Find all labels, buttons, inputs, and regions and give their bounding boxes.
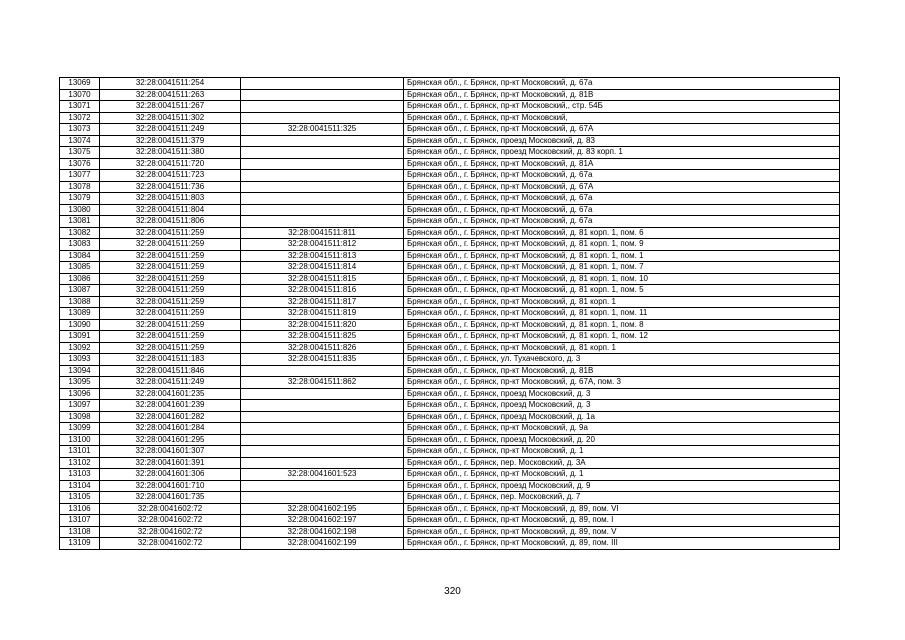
document-sheet xyxy=(59,77,839,550)
cadastral-number-cell: 32:28:0041511:723 xyxy=(100,170,241,182)
address-cell: Брянская обл., г. Брянск, пр-кт Московский, д. 67а xyxy=(404,193,840,205)
cadastral-number-cell: 32:28:0041601:284 xyxy=(100,423,241,435)
table-row xyxy=(60,262,840,274)
table-row xyxy=(60,411,840,423)
address-cell: Брянская обл., г. Брянск, пр-кт Московский, д. 89, пом. VI xyxy=(404,503,840,515)
address-cell: Брянская обл., г. Брянск, пр-кт Московский, д. 81 корп. 1, пом. 12 xyxy=(404,331,840,343)
row-number-cell: 13072 xyxy=(60,112,100,124)
object-cadastral-number-cell: 32:28:0041602:195 xyxy=(241,503,404,515)
table-row xyxy=(60,181,840,193)
row-number-cell: 13096 xyxy=(60,388,100,400)
row-number-cell: 13098 xyxy=(60,411,100,423)
object-cadastral-number-cell xyxy=(241,78,404,90)
address-cell: Брянская обл., г. Брянск, проезд Московский, д. 3 xyxy=(404,400,840,412)
cadastral-number-cell: 32:28:0041511:259 xyxy=(100,296,241,308)
table-row xyxy=(60,400,840,412)
object-cadastral-number-cell: 32:28:0041511:814 xyxy=(241,262,404,274)
table-row xyxy=(60,216,840,228)
row-number-cell: 13085 xyxy=(60,262,100,274)
address-cell: Брянская обл., г. Брянск, пр-кт Московский, д. 89, пом. III xyxy=(404,538,840,550)
row-number-cell: 13108 xyxy=(60,526,100,538)
address-cell: Брянская обл., г. Брянск, пр-кт Московский, д. 81 корп. 1, пом. 7 xyxy=(404,262,840,274)
row-number-cell: 13088 xyxy=(60,296,100,308)
address-cell: Брянская обл., г. Брянск, пр-кт Московский, д. 9а xyxy=(404,423,840,435)
object-cadastral-number-cell xyxy=(241,204,404,216)
table-row xyxy=(60,480,840,492)
table-row xyxy=(60,308,840,320)
cadastral-number-cell: 32:28:0041511:259 xyxy=(100,239,241,251)
cadastral-number-cell: 32:28:0041601:235 xyxy=(100,388,241,400)
cadastral-number-cell: 32:28:0041511:263 xyxy=(100,89,241,101)
object-cadastral-number-cell: 32:28:0041511:835 xyxy=(241,354,404,366)
object-cadastral-number-cell: 32:28:0041511:811 xyxy=(241,227,404,239)
row-number-cell: 13097 xyxy=(60,400,100,412)
object-cadastral-number-cell xyxy=(241,388,404,400)
row-number-cell: 13107 xyxy=(60,515,100,527)
cadastral-number-cell: 32:28:0041511:259 xyxy=(100,273,241,285)
object-cadastral-number-cell: 32:28:0041511:815 xyxy=(241,273,404,285)
cadastral-number-cell: 32:28:0041511:249 xyxy=(100,377,241,389)
cadastral-number-cell: 32:28:0041601:306 xyxy=(100,469,241,481)
cadastral-number-cell: 32:28:0041511:806 xyxy=(100,216,241,228)
table-row xyxy=(60,158,840,170)
table-row xyxy=(60,342,840,354)
cadastral-number-cell: 32:28:0041511:183 xyxy=(100,354,241,366)
table-row xyxy=(60,193,840,205)
table-row xyxy=(60,457,840,469)
object-cadastral-number-cell xyxy=(241,400,404,412)
object-cadastral-number-cell: 32:28:0041602:197 xyxy=(241,515,404,527)
object-cadastral-number-cell xyxy=(241,446,404,458)
object-cadastral-number-cell: 32:28:0041511:862 xyxy=(241,377,404,389)
address-cell: Брянская обл., г. Брянск, пр-кт Московский, д. 1 xyxy=(404,469,840,481)
row-number-cell: 13069 xyxy=(60,78,100,90)
object-cadastral-number-cell: 32:28:0041511:812 xyxy=(241,239,404,251)
address-cell: Брянская обл., г. Брянск, пр-кт Московский, д. 67А xyxy=(404,181,840,193)
address-cell: Брянская обл., г. Брянск, пр-кт Московский, д. 81В xyxy=(404,89,840,101)
table-row xyxy=(60,285,840,297)
table-row xyxy=(60,250,840,262)
address-cell: Брянская обл., г. Брянск, пер. Московский, д. 3А xyxy=(404,457,840,469)
row-number-cell: 13101 xyxy=(60,446,100,458)
row-number-cell: 13086 xyxy=(60,273,100,285)
table-row xyxy=(60,434,840,446)
row-number-cell: 13087 xyxy=(60,285,100,297)
cadastral-number-cell: 32:28:0041511:380 xyxy=(100,147,241,159)
cadastral-table-body xyxy=(60,78,840,550)
object-cadastral-number-cell xyxy=(241,170,404,182)
address-cell: Брянская обл., г. Брянск, пр-кт Московский, д. 81 корп. 1 xyxy=(404,342,840,354)
address-cell: Брянская обл., г. Брянск, пр-кт Московский, д. 81 корп. 1, пом. 9 xyxy=(404,239,840,251)
object-cadastral-number-cell xyxy=(241,423,404,435)
row-number-cell: 13079 xyxy=(60,193,100,205)
row-number-cell: 13091 xyxy=(60,331,100,343)
row-number-cell: 13105 xyxy=(60,492,100,504)
table-row xyxy=(60,503,840,515)
row-number-cell: 13093 xyxy=(60,354,100,366)
row-number-cell: 13073 xyxy=(60,124,100,136)
address-cell: Брянская обл., г. Брянск, пр-кт Московский, д. 81 корп. 1, пом. 6 xyxy=(404,227,840,239)
cadastral-number-cell: 32:28:0041602:72 xyxy=(100,515,241,527)
table-row xyxy=(60,469,840,481)
address-cell: Брянская обл., г. Брянск, пер. Московский, д. 7 xyxy=(404,492,840,504)
address-cell: Брянская обл., г. Брянск, проезд Московский, д. 3 xyxy=(404,388,840,400)
object-cadastral-number-cell xyxy=(241,411,404,423)
object-cadastral-number-cell: 32:28:0041511:325 xyxy=(241,124,404,136)
address-cell: Брянская обл., г. Брянск, пр-кт Московский, д. 67а xyxy=(404,170,840,182)
table-row xyxy=(60,296,840,308)
row-number-cell: 13074 xyxy=(60,135,100,147)
table-row xyxy=(60,492,840,504)
object-cadastral-number-cell xyxy=(241,216,404,228)
object-cadastral-number-cell: 32:28:0041511:817 xyxy=(241,296,404,308)
address-cell: Брянская обл., г. Брянск, пр-кт Московский, д. 81 корп. 1 xyxy=(404,296,840,308)
cadastral-number-cell: 32:28:0041511:736 xyxy=(100,181,241,193)
row-number-cell: 13071 xyxy=(60,101,100,113)
row-number-cell: 13094 xyxy=(60,365,100,377)
cadastral-number-cell: 32:28:0041601:282 xyxy=(100,411,241,423)
address-cell: Брянская обл., г. Брянск, пр-кт Московский, д. 67А, пом. 3 xyxy=(404,377,840,389)
row-number-cell: 13099 xyxy=(60,423,100,435)
object-cadastral-number-cell: 32:28:0041602:198 xyxy=(241,526,404,538)
table-row xyxy=(60,331,840,343)
row-number-cell: 13095 xyxy=(60,377,100,389)
address-cell: Брянская обл., г. Брянск, пр-кт Московский, д. 89, пом. V xyxy=(404,526,840,538)
object-cadastral-number-cell xyxy=(241,89,404,101)
cadastral-number-cell: 32:28:0041511:302 xyxy=(100,112,241,124)
address-cell: Брянская обл., г. Брянск, проезд Московский, д. 1а xyxy=(404,411,840,423)
cadastral-number-cell: 32:28:0041511:803 xyxy=(100,193,241,205)
object-cadastral-number-cell xyxy=(241,492,404,504)
row-number-cell: 13080 xyxy=(60,204,100,216)
cadastral-number-cell: 32:28:0041601:391 xyxy=(100,457,241,469)
row-number-cell: 13089 xyxy=(60,308,100,320)
cadastral-number-cell: 32:28:0041602:72 xyxy=(100,538,241,550)
object-cadastral-number-cell xyxy=(241,457,404,469)
table-row xyxy=(60,89,840,101)
object-cadastral-number-cell: 32:28:0041511:820 xyxy=(241,319,404,331)
object-cadastral-number-cell: 32:28:0041511:825 xyxy=(241,331,404,343)
table-row xyxy=(60,365,840,377)
cadastral-number-cell: 32:28:0041601:735 xyxy=(100,492,241,504)
cadastral-number-cell: 32:28:0041602:72 xyxy=(100,503,241,515)
address-cell: Брянская обл., г. Брянск, пр-кт Московский, д. 81В xyxy=(404,365,840,377)
address-cell: Брянская обл., г. Брянск, пр-кт Московский, д. 81А xyxy=(404,158,840,170)
table-row xyxy=(60,319,840,331)
address-cell: Брянская обл., г. Брянск, пр-кт Московский, д. 81 корп. 1, пом. 8 xyxy=(404,319,840,331)
row-number-cell: 13109 xyxy=(60,538,100,550)
row-number-cell: 13092 xyxy=(60,342,100,354)
address-cell: Брянская обл., г. Брянск, пр-кт Московский, д. 1 xyxy=(404,446,840,458)
object-cadastral-number-cell: 32:28:0041511:816 xyxy=(241,285,404,297)
cadastral-number-cell: 32:28:0041511:259 xyxy=(100,227,241,239)
object-cadastral-number-cell xyxy=(241,101,404,113)
row-number-cell: 13104 xyxy=(60,480,100,492)
cadastral-number-cell: 32:28:0041601:295 xyxy=(100,434,241,446)
table-row xyxy=(60,101,840,113)
object-cadastral-number-cell: 32:28:0041511:813 xyxy=(241,250,404,262)
address-cell: Брянская обл., г. Брянск, пр-кт Московский,, стр. 54Б xyxy=(404,101,840,113)
address-cell: Брянская обл., г. Брянск, пр-кт Московский, д. 81 корп. 1, пом. 10 xyxy=(404,273,840,285)
row-number-cell: 13103 xyxy=(60,469,100,481)
object-cadastral-number-cell xyxy=(241,158,404,170)
cadastral-number-cell: 32:28:0041511:249 xyxy=(100,124,241,136)
object-cadastral-number-cell xyxy=(241,181,404,193)
row-number-cell: 13075 xyxy=(60,147,100,159)
object-cadastral-number-cell xyxy=(241,434,404,446)
table-row xyxy=(60,147,840,159)
table-row xyxy=(60,423,840,435)
address-cell: Брянская обл., г. Брянск, пр-кт Московский, д. 67А xyxy=(404,124,840,136)
address-cell: Брянская обл., г. Брянск, проезд Московский, д. 9 xyxy=(404,480,840,492)
table-row xyxy=(60,204,840,216)
cadastral-number-cell: 32:28:0041511:259 xyxy=(100,285,241,297)
object-cadastral-number-cell: 32:28:0041602:199 xyxy=(241,538,404,550)
table-row xyxy=(60,354,840,366)
address-cell: Брянская обл., г. Брянск, пр-кт Московский, д. 81 корп. 1, пом. 5 xyxy=(404,285,840,297)
cadastral-number-cell: 32:28:0041511:254 xyxy=(100,78,241,90)
cadastral-number-cell: 32:28:0041511:379 xyxy=(100,135,241,147)
table-row xyxy=(60,515,840,527)
table-row xyxy=(60,124,840,136)
row-number-cell: 13077 xyxy=(60,170,100,182)
address-cell: Брянская обл., г. Брянск, проезд Московский, д. 83 xyxy=(404,135,840,147)
table-row xyxy=(60,538,840,550)
table-row xyxy=(60,526,840,538)
row-number-cell: 13083 xyxy=(60,239,100,251)
table-row xyxy=(60,227,840,239)
table-row xyxy=(60,170,840,182)
cadastral-table xyxy=(59,77,840,550)
table-row xyxy=(60,135,840,147)
address-cell: Брянская обл., г. Брянск, пр-кт Московский, д. 67а xyxy=(404,78,840,90)
object-cadastral-number-cell xyxy=(241,365,404,377)
cadastral-number-cell: 32:28:0041511:259 xyxy=(100,262,241,274)
object-cadastral-number-cell xyxy=(241,112,404,124)
cadastral-number-cell: 32:28:0041511:804 xyxy=(100,204,241,216)
table-row xyxy=(60,388,840,400)
object-cadastral-number-cell: 32:28:0041601:523 xyxy=(241,469,404,481)
row-number-cell: 13100 xyxy=(60,434,100,446)
table-row xyxy=(60,273,840,285)
address-cell: Брянская обл., г. Брянск, проезд Московский, д. 83 корп. 1 xyxy=(404,147,840,159)
object-cadastral-number-cell xyxy=(241,135,404,147)
cadastral-number-cell: 32:28:0041511:259 xyxy=(100,319,241,331)
table-row xyxy=(60,446,840,458)
row-number-cell: 13081 xyxy=(60,216,100,228)
cadastral-number-cell: 32:28:0041601:710 xyxy=(100,480,241,492)
row-number-cell: 13106 xyxy=(60,503,100,515)
address-cell: Брянская обл., г. Брянск, пр-кт Московский, д. 81 корп. 1, пом. 11 xyxy=(404,308,840,320)
cadastral-number-cell: 32:28:0041511:267 xyxy=(100,101,241,113)
cadastral-number-cell: 32:28:0041511:720 xyxy=(100,158,241,170)
address-cell: Брянская обл., г. Брянск, пр-кт Московский, xyxy=(404,112,840,124)
row-number-cell: 13084 xyxy=(60,250,100,262)
row-number-cell: 13102 xyxy=(60,457,100,469)
row-number-cell: 13090 xyxy=(60,319,100,331)
page-number: 320 xyxy=(444,586,461,597)
table-row xyxy=(60,78,840,90)
object-cadastral-number-cell: 32:28:0041511:819 xyxy=(241,308,404,320)
row-number-cell: 13078 xyxy=(60,181,100,193)
cadastral-number-cell: 32:28:0041511:259 xyxy=(100,331,241,343)
cadastral-number-cell: 32:28:0041601:307 xyxy=(100,446,241,458)
cadastral-number-cell: 32:28:0041601:239 xyxy=(100,400,241,412)
cadastral-number-cell: 32:28:0041511:259 xyxy=(100,308,241,320)
address-cell: Брянская обл., г. Брянск, пр-кт Московский, д. 67а xyxy=(404,216,840,228)
object-cadastral-number-cell: 32:28:0041511:826 xyxy=(241,342,404,354)
row-number-cell: 13076 xyxy=(60,158,100,170)
address-cell: Брянская обл., г. Брянск, пр-кт Московский, д. 81 корп. 1, пом. 1 xyxy=(404,250,840,262)
object-cadastral-number-cell xyxy=(241,480,404,492)
address-cell: Брянская обл., г. Брянск, пр-кт Московский, д. 89, пом. I xyxy=(404,515,840,527)
address-cell: Брянская обл., г. Брянск, проезд Московский, д. 20 xyxy=(404,434,840,446)
cadastral-number-cell: 32:28:0041511:259 xyxy=(100,250,241,262)
cadastral-number-cell: 32:28:0041511:259 xyxy=(100,342,241,354)
row-number-cell: 13070 xyxy=(60,89,100,101)
cadastral-number-cell: 32:28:0041511:846 xyxy=(100,365,241,377)
object-cadastral-number-cell xyxy=(241,147,404,159)
table-row xyxy=(60,112,840,124)
address-cell: Брянская обл., г. Брянск, ул. Тухачевского, д. 3 xyxy=(404,354,840,366)
row-number-cell: 13082 xyxy=(60,227,100,239)
address-cell: Брянская обл., г. Брянск, пр-кт Московский, д. 67а xyxy=(404,204,840,216)
cadastral-number-cell: 32:28:0041602:72 xyxy=(100,526,241,538)
table-row xyxy=(60,239,840,251)
object-cadastral-number-cell xyxy=(241,193,404,205)
table-row xyxy=(60,377,840,389)
